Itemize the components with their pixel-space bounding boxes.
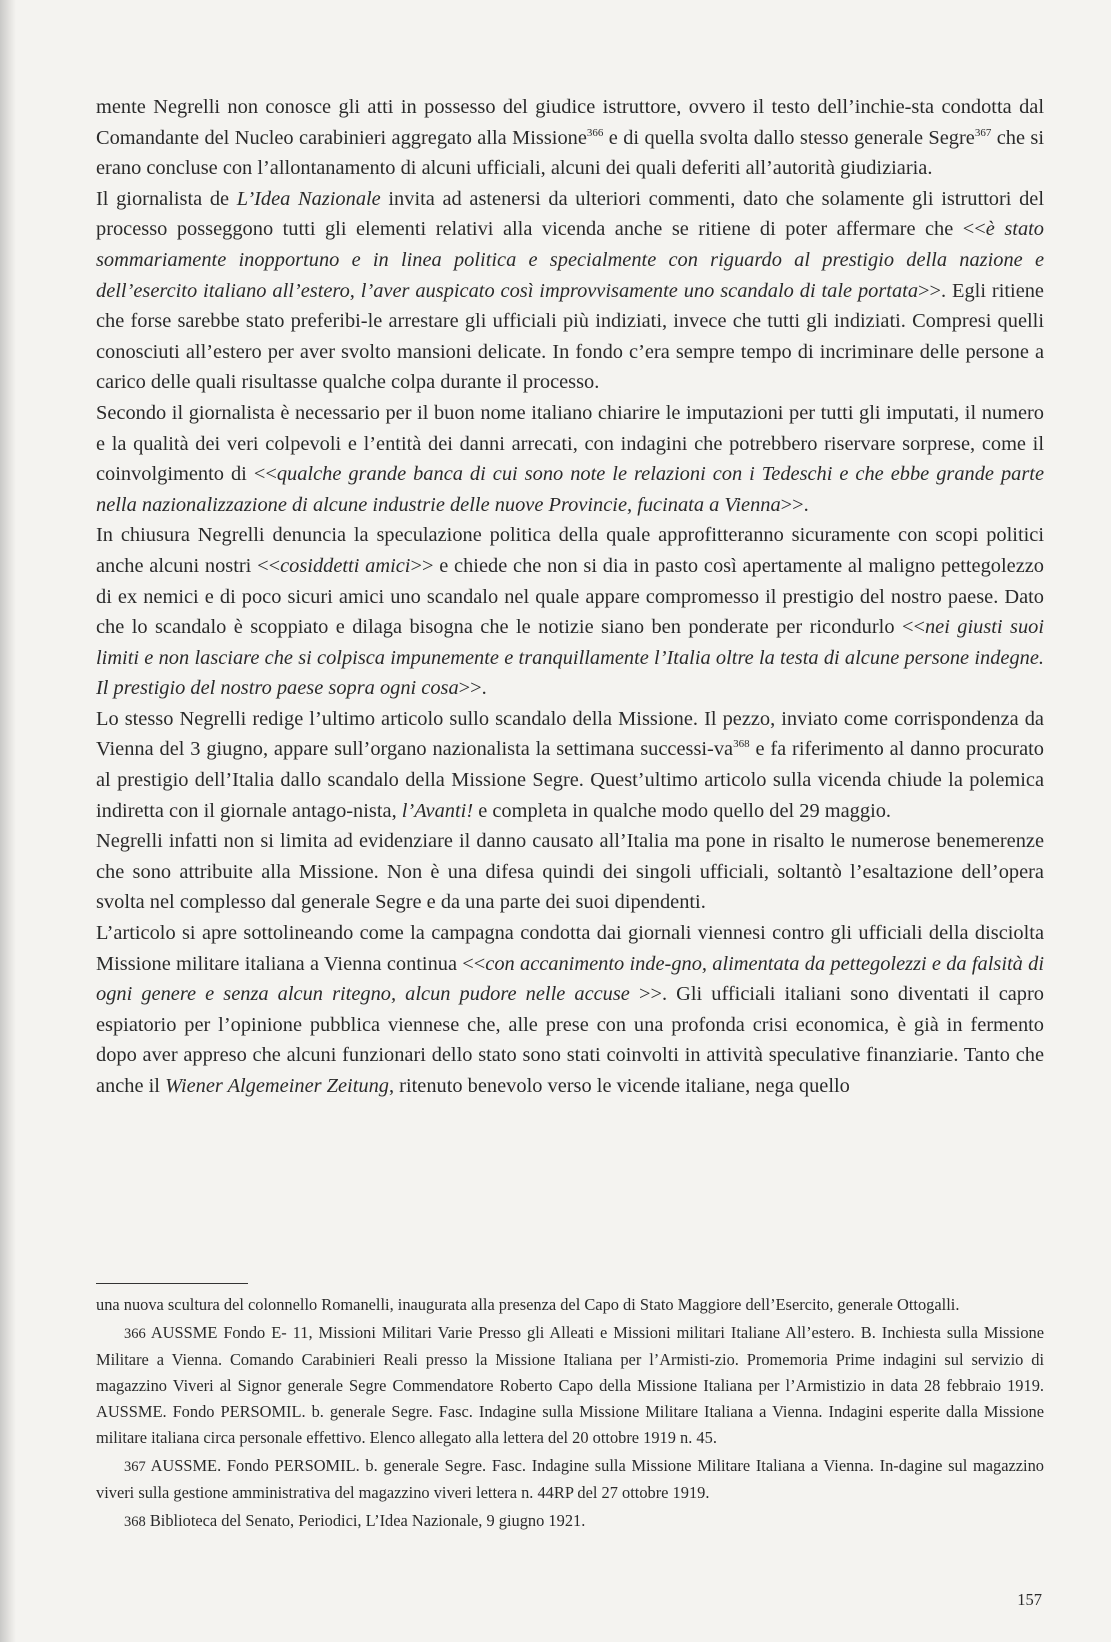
binding-shadow (0, 0, 16, 1642)
footnote-ref-367[interactable]: 367 (974, 126, 992, 139)
footnote-continuation: una nuova scultura del colonnello Romanelli, inaugurata alla presenza del Capo di Stato Maggiore dell’Esercito, generale Ottogalli. (96, 1295, 960, 1314)
footnote-368: 368 Biblioteca del Senato, Periodici, L’Idea Nazionale, 9 giugno 1921. (124, 1511, 586, 1530)
footnote-number: 368 (124, 1514, 146, 1530)
quotation: nei giusti suoi limiti e non lasciare che si colpisca impunemente e tranquillamente l’Italia oltre la testa di alcune persone indegne. Il prestigio del nostro paese sopra ogni cosa (96, 616, 1045, 700)
footnote-366: 366 AUSSME Fondo E- 11, Missioni Militari Varie Presso gli Alleati e Missioni militari Italiane All’estero. B. Inchiesta sulla Missione Militare a Vienna. Comando Carabinieri Reali presso la Missione Italiana per l’Armisti-zio. Promemoria Prime indagini sul servizio di magazzino Viveri al Signor generale Segre Commendatore Roberto Capo della Missione Italiana per l’Armistizio in data 28 febbraio 1919. AUSSME. Fondo PERSOMIL. b. generale Segre. Fasc. Indagine sulla Missione Militare Italiana a Vienna. Indagini esperite dalla Missione militare italiana circa personale effettivo. Elenco allegato alla lettera del 20 ottobre 1919 n. 45. (96, 1323, 1044, 1447)
paragraph-4: In chiusura Negrelli denuncia la speculazione politica della quale approfitteranno sicuramente con scopi politici anche alcuni nostri <<cosiddetti amici>> e chiede che non si dia in pasto così apertamente al maligno pettegolezzo di ex nemici e di poco sicuri amici uno scandalo nel quale appare compromesso il prestigio del nostro paese. Dato che lo scandalo è scoppiato e dilaga bisogna che le notizie siano ben ponderate per ricondurlo <<nei giusti suoi limiti e non lasciare che si colpisca impunemente e tranquillamente l’Italia oltre la testa di alcune persone indegne. Il prestigio del nostro paese sopra ogni cosa>>. (96, 524, 1045, 700)
quotation: qualche grande banca di cui sono note le relazioni con i Tedeschi e che ebbe grande parte nella nazionalizzazione di alcune industrie delle nuove Provincie, fucinata a Vienna (96, 463, 1044, 516)
quotation: cosiddetti amici (280, 554, 411, 577)
paragraph-3: Secondo il giornalista è necessario per il buon nome italiano chiarire le imputazioni per tutti gli imputati, il numero e la qualità dei veri colpevoli e l’entità dei danni arrecati, con indagini che potrebbero riservare sorprese, come il coinvolgimento di <<qualche grande banca di cui sono note le relazioni con i Tedeschi e che ebbe grande parte nella nazionalizzazione di alcune industrie delle nuove Provincie, fucinata a Vienna>>. (96, 401, 1044, 516)
newspaper-title: L’Idea Nazionale (236, 187, 381, 210)
footnotes (96, 1292, 1044, 1535)
newspaper-title: l’Avanti! (401, 799, 474, 822)
footnote-number: 366 (124, 1326, 146, 1342)
newspaper-title: Wiener Algemeiner Zeitung (165, 1075, 389, 1097)
main-text (96, 92, 1044, 1102)
paragraph-7: L’articolo si apre sottolineando come la campagna condotta dai giornali viennesi contro gli ufficiali della disciolta Missione militare italiana a Vienna continua <<con accanimento inde-gno, alimentata da pettegolezzi e da falsità di ogni genere e senza alcun ritegno, alcun pudore nelle accuse >>. Gli ufficiali italiani sono diventati il capro espiatorio per l’opinione pubblica viennese che, alle prese con una profonda crisi economica, è già in fermento dopo aver appreso che alcuni funzionari dello stato sono stati coinvolti in attività speculative finanziarie. Tanto che anche il Wiener Algemeiner Zeitung, ritenuto benevolo verso le vicende italiane, nega quello (96, 922, 1044, 1097)
page-number: 157 (1017, 1590, 1042, 1609)
paragraph-2: Il giornalista de L’Idea Nazionale invita ad astenersi da ulteriori commenti, dato che solamente gli istruttori del processo posseggono tutti gli elementi relativi alla vicenda anche se ritiene di poter affermare che <<è stato sommariamente inopportuno e in linea politica e specialmente con riguardo al prestigio della nazione e dell’esercito italiano all’estero, l’aver auspicato così improvvisamente uno scandalo di tale portata>>. Egli ritiene che forse sarebbe stato preferibi-le arrestare gli ufficiali più indiziati, invece che tutti gli indiziati. Compresi quelli conosciuti all’estero per aver svolto mansioni delicate. In fondo c’era sempre tempo di incriminare delle persone a carico delle quali risultasse qualche colpa durante il processo. (96, 187, 1045, 394)
footnote-number: 367 (124, 1459, 146, 1475)
footnote-ref-366[interactable]: 366 (586, 126, 604, 139)
footnote-separator (96, 1283, 248, 1284)
quotation: con accanimento inde-gno, alimentata da pettegolezzi e da falsità di ogni genere e senza alcun ritegno, alcun pudore nelle accuse (96, 952, 1044, 1006)
paragraph-1: mente Negrelli non conosce gli atti in possesso del giudice istruttore, ovvero il testo dell’inchie-sta condotta dal Comandante del Nucleo carabinieri aggregato alla Missione$^{366}$ e di quella svolta dallo stesso generale Segre$^{367}$ che si erano concluse con l’allontanamento di alcuni ufficiali, alcuni dei quali deferiti all’autorità giudiziaria. (96, 96, 1044, 180)
quotation: è stato sommariamente inopportuno e in linea politica e specialmente con riguardo al prestigio della nazione e dell’esercito italiano all’estero, l’aver auspicato così improvvisamente uno scandalo di tale portata (96, 218, 1045, 302)
footnote-ref-368[interactable]: 368 (733, 738, 750, 751)
paragraph-5: Lo stesso Negrelli redige l’ultimo articolo sullo scandalo della Missione. Il pezzo, inviato come corrispondenza da Vienna del 3 giugno, appare sull’organo nazionalista la settimana successi-$va^{368}$ e fa riferimento al danno procurato al prestigio dell’Italia dallo scandalo della Missione Segre. Quest’ultimo articolo sulla vicenda chiude la polemica indiretta con il giornale antago-nista, l’Avanti! e completa in qualche modo quello del 29 maggio. (96, 707, 1045, 822)
paragraph-6: Negrelli infatti non si limita ad evidenziare il danno causato all’Italia ma pone in risalto le numerose benemerenze che sono attribuite alla Missione. Non è una difesa quindi dei singoli ufficiali, soltantò l’esaltazione dell’opera svolta nel complesso dal generale Segre e da una parte dei suoi dipendenti. (96, 830, 1044, 914)
footnote-367: 367 AUSSME. Fondo PERSOMIL. b. generale Segre. Fasc. Indagine sulla Missione Militare Italiana a Vienna. In-dagine sul magazzino viveri sulla gestione amministrativa del magazzino viveri lettera n. 44RP del 27 ottobre 1919. (96, 1456, 1044, 1502)
